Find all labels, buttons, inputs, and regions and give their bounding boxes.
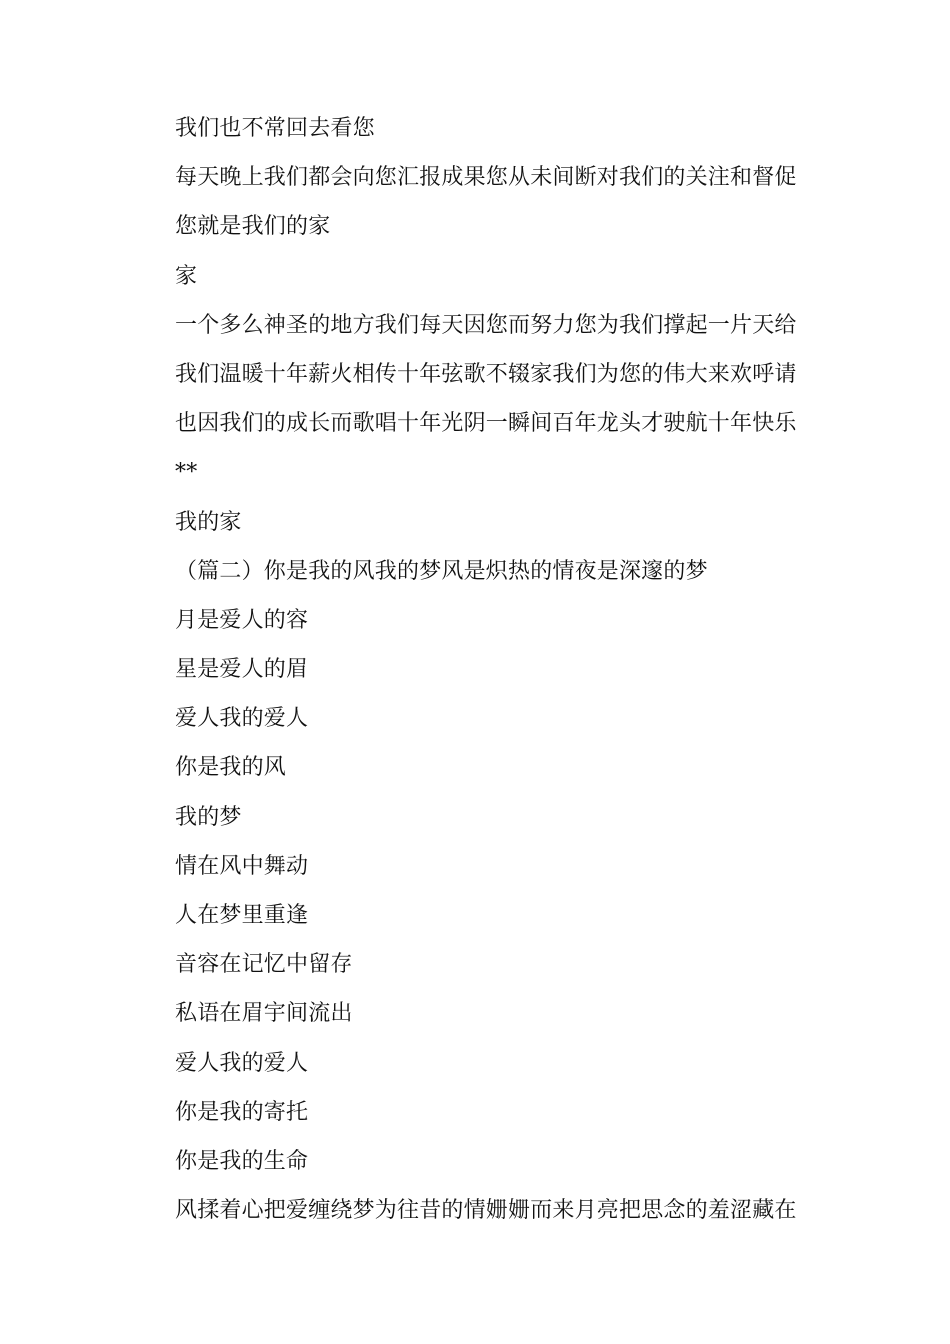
text-line: 我的梦 <box>175 804 242 830</box>
text-line: 私语在眉宇间流出 <box>175 1001 353 1027</box>
text-line: 我们也不常回去看您 <box>175 116 375 141</box>
text-line: 音容在记忆中留存 <box>175 952 353 978</box>
text-line: 也因我们的成长而歌唱十年光阴一瞬间百年龙头才驶航十年快乐 <box>175 411 797 437</box>
text-line: 你是我的风 <box>175 755 287 781</box>
text-line: ** <box>175 460 198 486</box>
text-line: 我们温暖十年薪火相传十年弦歌不辍家我们为您的伟大来欢呼请 <box>175 361 797 387</box>
document-body <box>175 104 815 1235</box>
section-heading: （篇二）你是我的风我的梦风是炽热的情夜是深邃的梦 <box>175 558 708 584</box>
text-line: 人在梦里重逢 <box>175 903 309 928</box>
text-line: 每天晚上我们都会向您汇报成果您从未间断对我们的关注和督促 <box>175 165 797 191</box>
text-line: 情在风中舞动 <box>175 853 309 879</box>
text-line: 月是爱人的容 <box>175 607 309 633</box>
text-line: 你是我的寄托 <box>175 1099 309 1125</box>
text-line: 我的家 <box>175 509 242 535</box>
text-line: 星是爱人的眉 <box>175 657 309 683</box>
text-line: 爱人我的爱人 <box>175 706 309 732</box>
text-line: 您就是我们的家 <box>175 214 331 240</box>
text-line: 一个多么神圣的地方我们每天因您而努力您为我们撑起一片天给 <box>175 312 797 338</box>
text-line: 爱人我的爱人 <box>175 1050 309 1076</box>
text-line: 家 <box>175 263 198 289</box>
text-line: 风揉着心把爱缠绕梦为往昔的情姗姗而来月亮把思念的羞涩藏在 <box>175 1198 797 1224</box>
text-line: 你是我的生命 <box>175 1148 309 1174</box>
